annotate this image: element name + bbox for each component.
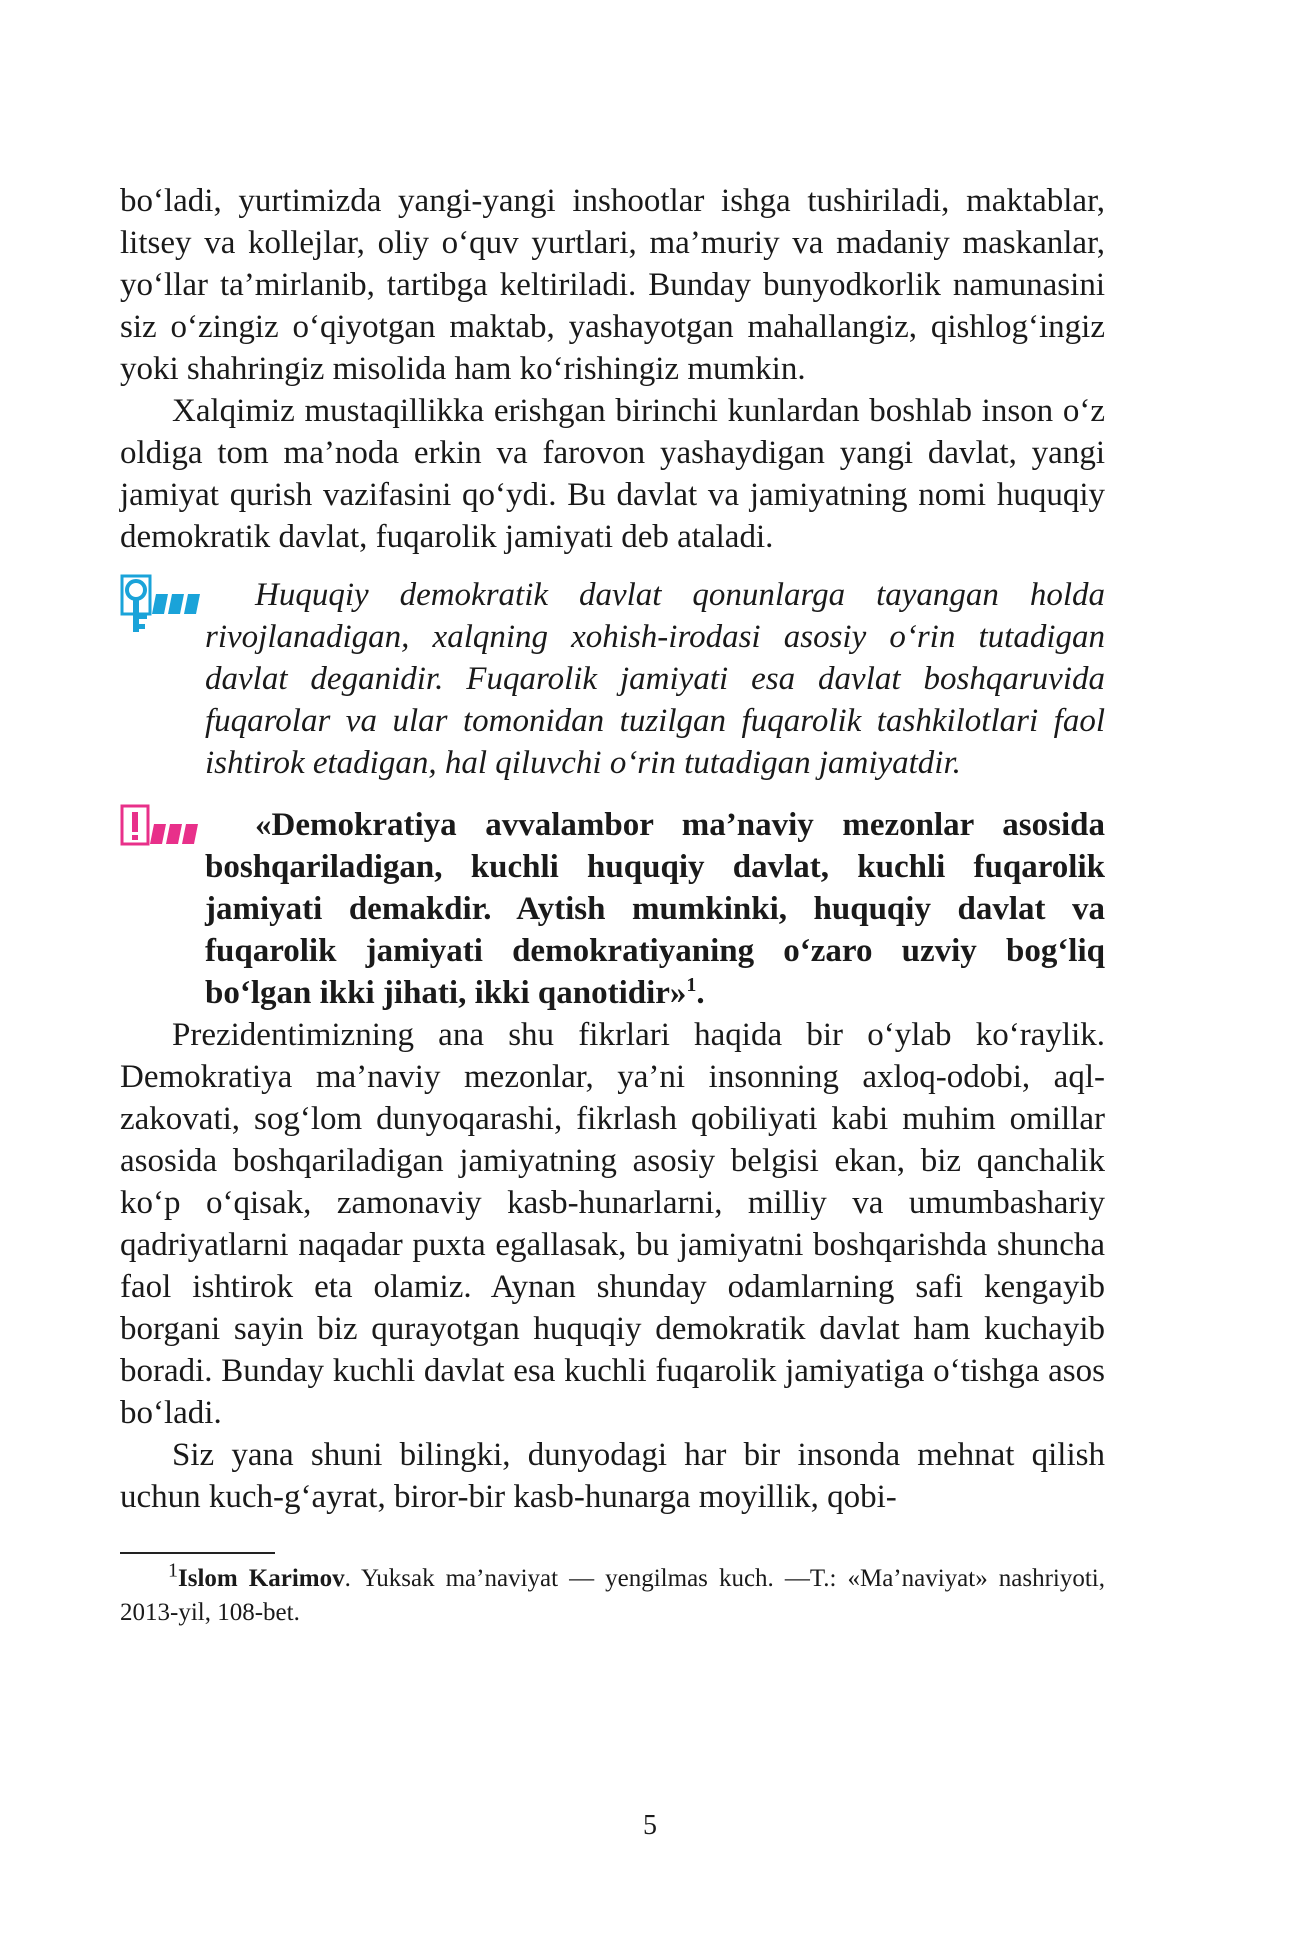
page-content (120, 180, 1105, 1630)
quote-box (120, 804, 1105, 1014)
footnote-author: Islom Karimov (178, 1565, 345, 1592)
footnote-number: 1 (168, 1559, 178, 1582)
paragraph-1: bo‘ladi, yurtimizda yangi-yangi inshootlar ishga tushiriladi, maktablar, litsey va kollejlar, oliy o‘quv yurtlari, ma’muriy va madaniy maskanlar, yo‘llar ta’mirlanib, tartibga keltiriladi. Bunday bunyodkorlik namunasini siz o‘zingiz o‘qiyotgan maktab, yashayotgan mahallangiz, qishlog‘ingiz yoki shahringiz misolida ham ko‘rishingiz mumkin. (120, 183, 1105, 387)
key-icon (120, 574, 210, 659)
page-number: 5 (643, 1810, 657, 1841)
exclamation-icon (120, 804, 210, 859)
definition-text: Huquqiy demokratik davlat qonunlarga tayangan holda rivojlanadigan, xalqning xohish-irodasi asosiy o‘rin tutadigan davlat deganidir. Fuqarolik jamiyati esa davlat boshqaruvida fuqarolar va ular tomonidan tuzilgan fuqarolik tashkilotlari faol ishtirok etadigan, hal qiluvchi o‘rin tutadigan jamiyatdir. (205, 577, 1105, 781)
paragraph-3: Prezidentimizning ana shu fikrlari haqida bir o‘ylab ko‘raylik. Demokratiya ma’naviy mezonlar, ya’ni insonning axloq-odobi, aql-zakovati, sog‘lom dunyoqarashi, fikrlash qobiliyati kabi muhim omillar asosida boshqariladigan jamiyatning asosiy belgisi ekan, biz qanchalik ko‘p o‘qisak, zamonaviy kasb-hunarlarni, milliy va umumbashariy qadriyatlarni naqadar puxta egallasak, bu jamiyatni boshqarishda shuncha faol ishtirok eta olamiz. Aynan shunday odamlarning safi kengayib borgani sayin biz qurayotgan huquqiy demokratik davlat ham kuchayib boradi. Bunday kuchli davlat esa kuchli fuqarolik jamiyatiga o‘tishga asos bo‘ladi. (120, 1017, 1105, 1431)
footnote-mark: 1 (686, 974, 697, 996)
footnote (120, 1559, 1105, 1630)
quote-text (205, 804, 1105, 1014)
paragraph-4: Siz yana shuni bilingki, dunyodagi har bir insonda mehnat qilish uchun kuch-g‘ayrat, biror-bir kasb-hunarga moyillik, qobi- (120, 1437, 1105, 1515)
footnote-divider (120, 1552, 275, 1554)
quote-body: «Demokratiya avvalambor ma’naviy mezonlar asosida boshqariladigan, kuchli huquqiy davlat, kuchli fuqarolik jamiyati demakdir. Aytish mumkinki, huquqiy davlat va fuqarolik jamiyati demokratiyaning o‘zaro uzviy bog‘liq bo‘lgan ikki jihati, ikki qanotidir» (205, 807, 1105, 1011)
definition-box (120, 574, 1105, 784)
quote-end: . (696, 975, 705, 1011)
footnote-text: . Yuksak ma’naviyat — yengilmas kuch. —T.: «Ma’naviyat» nashriyoti, 2013-yil, 108-bet. (120, 1565, 1105, 1626)
paragraph-2: Xalqimiz mustaqillikka erishgan birinchi kunlardan boshlab inson o‘z oldiga tom ma’noda erkin va farovon yashaydigan yangi davlat, yangi jamiyat qurish vazifasini qo‘ydi. Bu davlat va jamiyatning nomi huquqiy demokratik davlat, fuqarolik jamiyati deb ataladi. (120, 393, 1105, 555)
